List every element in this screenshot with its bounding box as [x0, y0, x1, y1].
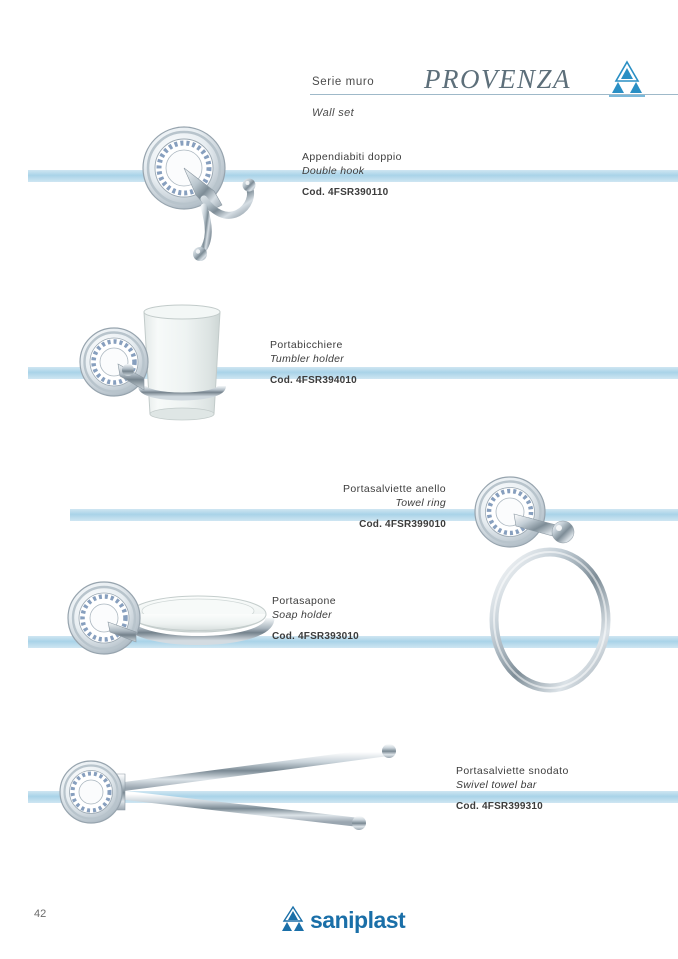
- collection-title: PROVENZA: [424, 64, 571, 94]
- product-caption-towel-ring: [238, 482, 446, 532]
- product-name-en: Tumbler holder: [270, 353, 345, 365]
- product-caption-swivel-towel-bar: [456, 764, 569, 814]
- product-name-it: Portasalviette anello: [343, 483, 446, 495]
- product-caption-double-hook: [302, 150, 402, 200]
- product-image-soap-holder: [58, 570, 278, 680]
- product-code: Cod. 4FSR394010: [270, 375, 357, 386]
- product-name-en: Soap holder: [272, 609, 332, 621]
- product-code: Cod. 4FSR399310: [456, 801, 543, 812]
- product-name-it: Portasalviette snodato: [456, 765, 569, 777]
- product-caption-soap-holder: [272, 594, 359, 644]
- page-header: [0, 28, 678, 119]
- serie-label: Serie muro: [312, 76, 375, 88]
- triangles-logo-icon: [605, 60, 649, 100]
- product-name-en: Towel ring: [395, 497, 446, 509]
- product-image-tumbler-holder: [72, 290, 262, 440]
- product-caption-tumbler-holder: [270, 338, 357, 388]
- product-code: Cod. 4FSR399010: [359, 519, 446, 530]
- wall-set-label: Wall set: [312, 107, 355, 119]
- product-name-en: Double hook: [302, 165, 365, 177]
- product-image-swivel-towel-bar: [55, 730, 455, 850]
- product-code: Cod. 4FSR393010: [272, 631, 359, 642]
- brand-name: saniplast: [310, 907, 406, 933]
- page-number: 42: [34, 908, 47, 920]
- product-name-it: Appendiabiti doppio: [302, 151, 402, 163]
- product-name-en: Swivel towel bar: [456, 779, 537, 791]
- product-image-double-hook: [118, 115, 298, 275]
- product-image-towel-ring: [462, 460, 642, 715]
- product-name-it: Portabicchiere: [270, 339, 343, 351]
- saniplast-logo-icon: [278, 903, 413, 935]
- product-name-it: Portasapone: [272, 595, 336, 607]
- product-code: Cod. 4FSR390110: [302, 187, 389, 198]
